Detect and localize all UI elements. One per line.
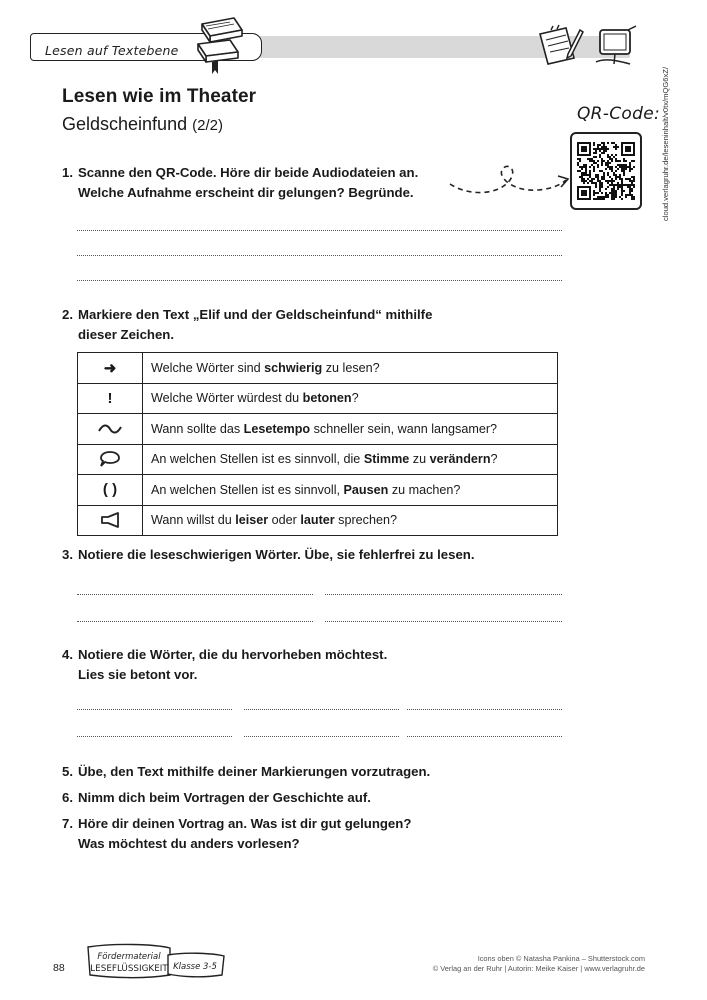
- qr-url[interactable]: [651, 56, 670, 221]
- task-number: 4.: [62, 647, 73, 662]
- subtitle-part: (2/2): [192, 117, 223, 134]
- table-cell: Wann sollte das Lesetempo schneller sein, wann langsamer?: [143, 414, 558, 445]
- arrow-icon: ➜: [78, 353, 143, 384]
- notepad-pencil-icon: [536, 24, 584, 68]
- footer-credit: [433, 954, 645, 974]
- qr-label: QR-Code:: [577, 104, 660, 124]
- answer-line[interactable]: [77, 255, 562, 256]
- answer-line[interactable]: [407, 736, 562, 737]
- answer-line[interactable]: [77, 280, 562, 281]
- page-number: 88: [53, 962, 65, 974]
- logo-line1: Fördermaterial: [97, 952, 161, 962]
- answer-line[interactable]: [244, 709, 399, 710]
- table-row: [78, 383, 558, 414]
- tilde-wave-icon: [78, 414, 143, 445]
- table-row: [78, 505, 558, 536]
- credit-line: © Verlag an der Ruhr | Autorin: Meike Kaiser | www.verlagruhr.de: [432, 964, 645, 973]
- task-text: Notiere die Wörter, die du hervorheben möchtest.: [78, 647, 388, 662]
- answer-line[interactable]: [325, 594, 562, 595]
- task-text: dieser Zeichen.: [78, 327, 175, 342]
- task-text: Welche Aufnahme erscheint dir gelungen? Begründe.: [78, 185, 414, 200]
- task-text: Scanne den QR-Code. Höre dir beide Audiodateien an.: [78, 165, 419, 180]
- exclamation-icon: !: [78, 383, 143, 414]
- table-row: [78, 414, 558, 445]
- table-cell: Welche Wörter würdest du betonen?: [143, 383, 558, 414]
- answer-line[interactable]: [77, 621, 313, 622]
- answer-line[interactable]: [77, 230, 562, 231]
- table-row: [78, 353, 558, 384]
- task-number: 2.: [62, 307, 73, 322]
- table-cell: Wann willst du leiser oder lauter sprechen?: [143, 505, 558, 536]
- task-text: Markiere den Text „Elif und der Geldscheinfund“ mithilfe: [78, 307, 433, 322]
- answer-line[interactable]: [77, 594, 313, 595]
- answer-line[interactable]: [325, 621, 562, 622]
- answer-line[interactable]: [77, 709, 232, 710]
- answer-line[interactable]: [407, 709, 562, 710]
- page-subtitle: [62, 114, 223, 135]
- task-number: 6.: [62, 790, 73, 805]
- marking-symbols-table: [77, 352, 558, 536]
- banner-label: Lesen auf Textebene: [45, 43, 179, 58]
- credit-line: Icons oben © Natasha Pankina – Shutterstock.com: [477, 954, 645, 963]
- tablet-icon: [590, 24, 638, 72]
- table-row: [78, 444, 558, 475]
- answer-line[interactable]: [77, 736, 232, 737]
- task-text: Was möchtest du anders vorlesen?: [78, 836, 300, 851]
- qr-url-text: cloud.verlagruhr.de/leseninhalt/v0tx/mQG6xZ/: [661, 66, 670, 221]
- megaphone-icon: [78, 505, 143, 536]
- page-title: Lesen wie im Theater: [62, 86, 257, 107]
- task-text: Übe, den Text mithilfe deiner Markierungen vorzutragen.: [78, 764, 431, 779]
- table-cell: An welchen Stellen ist es sinnvoll, die Stimme zu verändern?: [143, 444, 558, 475]
- table-cell: An welchen Stellen ist es sinnvoll, Pausen zu machen?: [143, 475, 558, 506]
- task-number: 3.: [62, 547, 73, 562]
- task-number: 1.: [62, 165, 73, 180]
- task-number: 7.: [62, 816, 73, 831]
- task-text: Lies sie betont vor.: [78, 667, 198, 682]
- books-icon: [190, 14, 248, 76]
- task-number: 5.: [62, 764, 73, 779]
- table-cell: Welche Wörter sind schwierig zu lesen?: [143, 353, 558, 384]
- logo-grade: Klasse 3-5: [173, 962, 217, 972]
- series-logo: [84, 941, 228, 981]
- speech-bubble-icon: [78, 444, 143, 475]
- subtitle-text: Geldscheinfund: [62, 114, 188, 134]
- task-text: Notiere die leseschwierigen Wörter. Übe, sie fehlerfrei zu lesen.: [78, 547, 475, 562]
- task-text: Nimm dich beim Vortragen der Geschichte auf.: [78, 790, 371, 805]
- parentheses-icon: ( ): [78, 475, 143, 506]
- table-row: [78, 475, 558, 506]
- task-text: Höre dir deinen Vortrag an. Was ist dir gut gelungen?: [78, 816, 412, 831]
- logo-line2: LESEFLÜSSIGKEIT: [90, 964, 168, 974]
- answer-line[interactable]: [244, 736, 399, 737]
